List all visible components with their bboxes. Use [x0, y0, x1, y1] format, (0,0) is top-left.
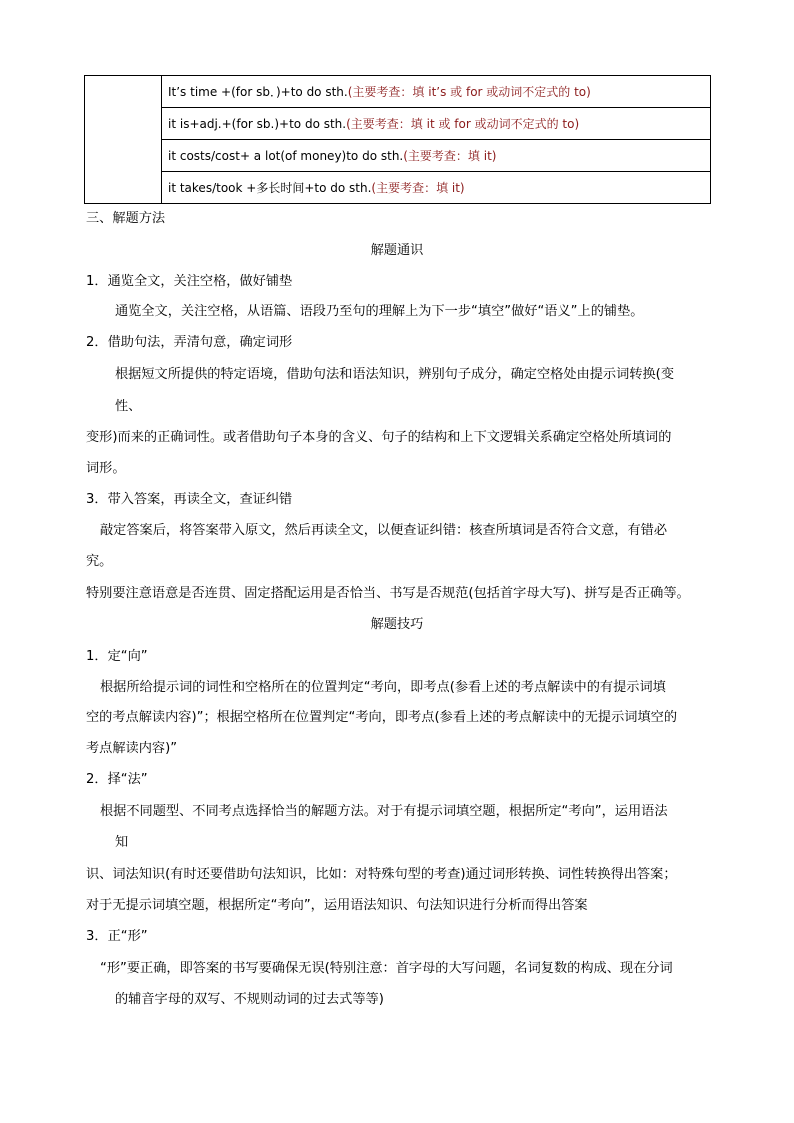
- tip-3-text: “形”要正确，即答案的书写要确保无误(特别注意：首字母的大写问题，名词复数的构成、现在分词: [100, 961, 673, 976]
- step-2-text: 变形)而来的正确词性。或者借助句子本身的含义、句子的结构和上下文逻辑关系确定空格处所填词的: [86, 430, 672, 445]
- pattern-formula: it is+adj.+(for sb.)+to do sth.: [168, 116, 347, 131]
- table-row: [85, 108, 711, 140]
- tip-2-heading: 2．择“法”: [86, 772, 148, 787]
- step-3-text: 究。: [86, 554, 113, 569]
- tip-2-text: 根据不同题型、不同考点选择恰当的解题方法。对于有提示词填空题，根据所定“考向”，运用语法: [100, 804, 668, 819]
- step-2-heading: 2．借助句法，弄清句意，确定词形: [86, 335, 293, 350]
- tip-1-heading: 1．定“向”: [86, 649, 148, 664]
- table-left-cell: [85, 76, 162, 204]
- pattern-note: (主要考查：填 it): [403, 148, 497, 163]
- step-3-heading: 3．带入答案，再读全文，查证纠错: [86, 492, 293, 507]
- subheading-tips: 解题技巧: [370, 617, 424, 632]
- tip-3-heading: 3．正“形”: [86, 929, 148, 944]
- step-3-text: 敲定答案后，将答案带入原文，然后再读全文，以便查证纠错：核查所填词是否符合文意，有错必: [100, 523, 668, 538]
- pattern-formula: it costs/cost+ a lot(of money)to do sth.: [168, 148, 404, 163]
- step-2-text: 根据短文所提供的特定语境，借助句法和语法知识，辨别句子成分，确定空格处由提示词转换(变: [115, 367, 675, 382]
- table-row: [85, 172, 711, 204]
- table-cell: [162, 172, 711, 204]
- step-3-text: 特别要注意语意是否连贯、固定搭配运用是否恰当、书写是否规范(包括首字母大写)、拼写是否正确等。: [86, 586, 690, 601]
- pattern-note: (主要考查：填 it’s 或 for 或动词不定式的 to): [347, 84, 591, 99]
- tip-1-text: 考点解读内容)”: [86, 741, 178, 756]
- table-row: [85, 140, 711, 172]
- step-1-heading: 1．通览全文，关注空格，做好铺垫: [86, 274, 293, 289]
- section-heading: 三、解题方法: [86, 211, 166, 226]
- table-cell: [162, 76, 711, 108]
- grammar-pattern-table: [84, 75, 711, 204]
- step-1-text: 通览全文，关注空格，从语篇、语段乃至句的理解上为下一步“填空”做好“语义”上的铺垫。: [115, 304, 644, 319]
- subheading-general: 解题通识: [370, 243, 424, 258]
- pattern-note: (主要考查：填 it 或 for 或动词不定式的 to): [346, 116, 580, 131]
- pattern-formula: It’s time +(for sb．)+to do sth.: [168, 84, 348, 99]
- tip-2-text: 对于无提示词填空题，根据所定“考向”，运用语法知识、句法知识进行分析而得出答案: [86, 898, 588, 913]
- tip-2-text: 知: [115, 835, 129, 850]
- step-2-text: 词形。: [86, 461, 126, 476]
- table-cell: [162, 108, 711, 140]
- tip-2-text: 识、词法知识(有时还要借助句法知识，比如：对特殊句型的考查)通过词形转换、词性转换得出答案；: [86, 867, 677, 882]
- tip-3-text: 的辅音字母的双写、不规则动词的过去式等等): [115, 992, 384, 1007]
- table-cell: [162, 140, 711, 172]
- step-2-text: 性、: [115, 399, 142, 414]
- table-row: [85, 76, 711, 108]
- tip-1-text: 根据所给提示词的词性和空格所在的位置判定“考向，即考点(参看上述的考点解读中的有提示词填: [100, 680, 666, 695]
- tip-1-text: 空的考点解读内容)”；根据空格所在位置判定“考向，即考点(参看上述的考点解读中的无提示词填空的: [86, 710, 678, 725]
- pattern-formula: it takes/took +多长时间+to do sth.: [168, 180, 372, 195]
- pattern-note: (主要考查：填 it): [371, 180, 465, 195]
